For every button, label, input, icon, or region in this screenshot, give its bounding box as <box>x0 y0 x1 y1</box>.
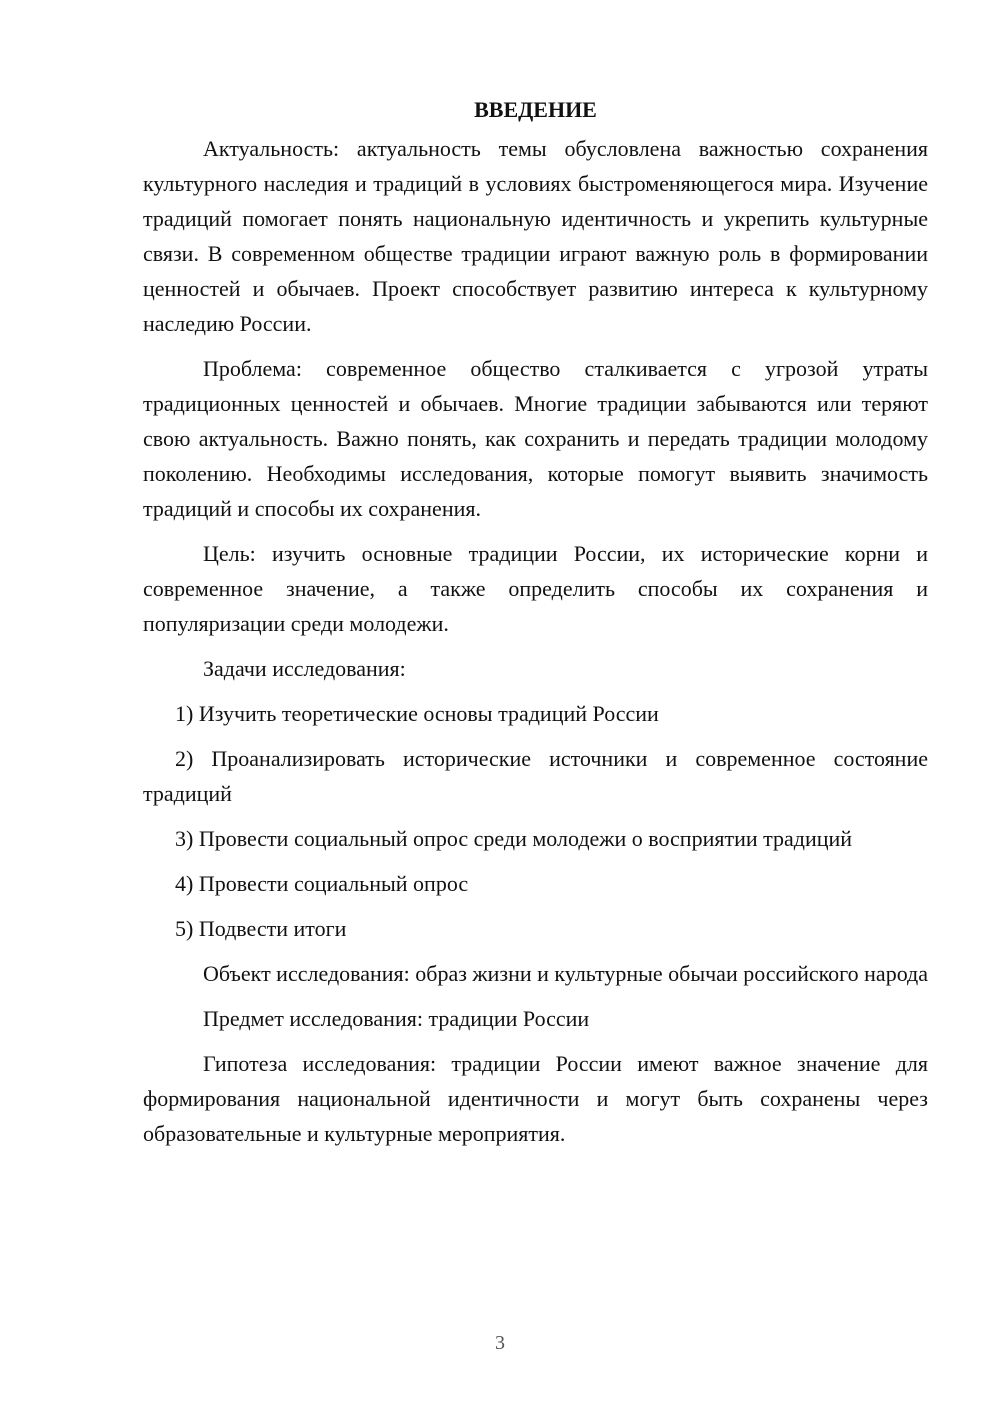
task-item-5: 5) Подвести итоги <box>175 916 347 941</box>
section-title: ВВЕДЕНИЕ <box>474 97 597 122</box>
goal-paragraph: Цель: изучить основные традиции России, их исторические корни и современное значение, а также определить способы их сохранения и популяризации среди молодежи. <box>143 541 928 636</box>
problem-paragraph: Проблема: современное общество сталкивается с угрозой утраты традиционных ценностей и обычаев. Многие традиции забываются или теряют свою актуальность. Важно понять, как сохранить и передать традиции молодому поколению. Необходимы исследования, которые помогут выявить значимость традиций и способы их сохранения. <box>143 356 928 521</box>
hypothesis-paragraph: Гипотеза исследования: традиции России имеют важное значение для формирования национальной идентичности и могут быть сохранены через образовательные и культурные мероприятия. <box>143 1051 928 1146</box>
relevance-paragraph: Актуальность: актуальность темы обусловлена важностью сохранения культурного наследия и традиций в условиях быстроменяющегося мира. Изучение традиций помогает понять национальную идентичность и укрепить культурные связи. В современном обществе традиции играют важную роль в формировании ценностей и обычаев. Проект способствует развитию интереса к культурному наследию России. <box>143 136 928 336</box>
page-number: 3 <box>495 1332 505 1354</box>
task-item-1: 1) Изучить теоретические основы традиций России <box>175 701 659 726</box>
object-paragraph: Объект исследования: образ жизни и культурные обычаи российского народа <box>203 961 929 986</box>
task-item-2: 2) Проанализировать исторические источники и современное состояние традиций <box>143 746 928 806</box>
tasks-heading: Задачи исследования: <box>203 656 406 681</box>
task-item-3: 3) Провести социальный опрос среди молодежи о восприятии традиций <box>175 826 853 851</box>
document-page <box>143 92 928 1161</box>
subject-paragraph: Предмет исследования: традиции России <box>203 1006 590 1031</box>
task-item-4: 4) Провести социальный опрос <box>175 871 469 896</box>
